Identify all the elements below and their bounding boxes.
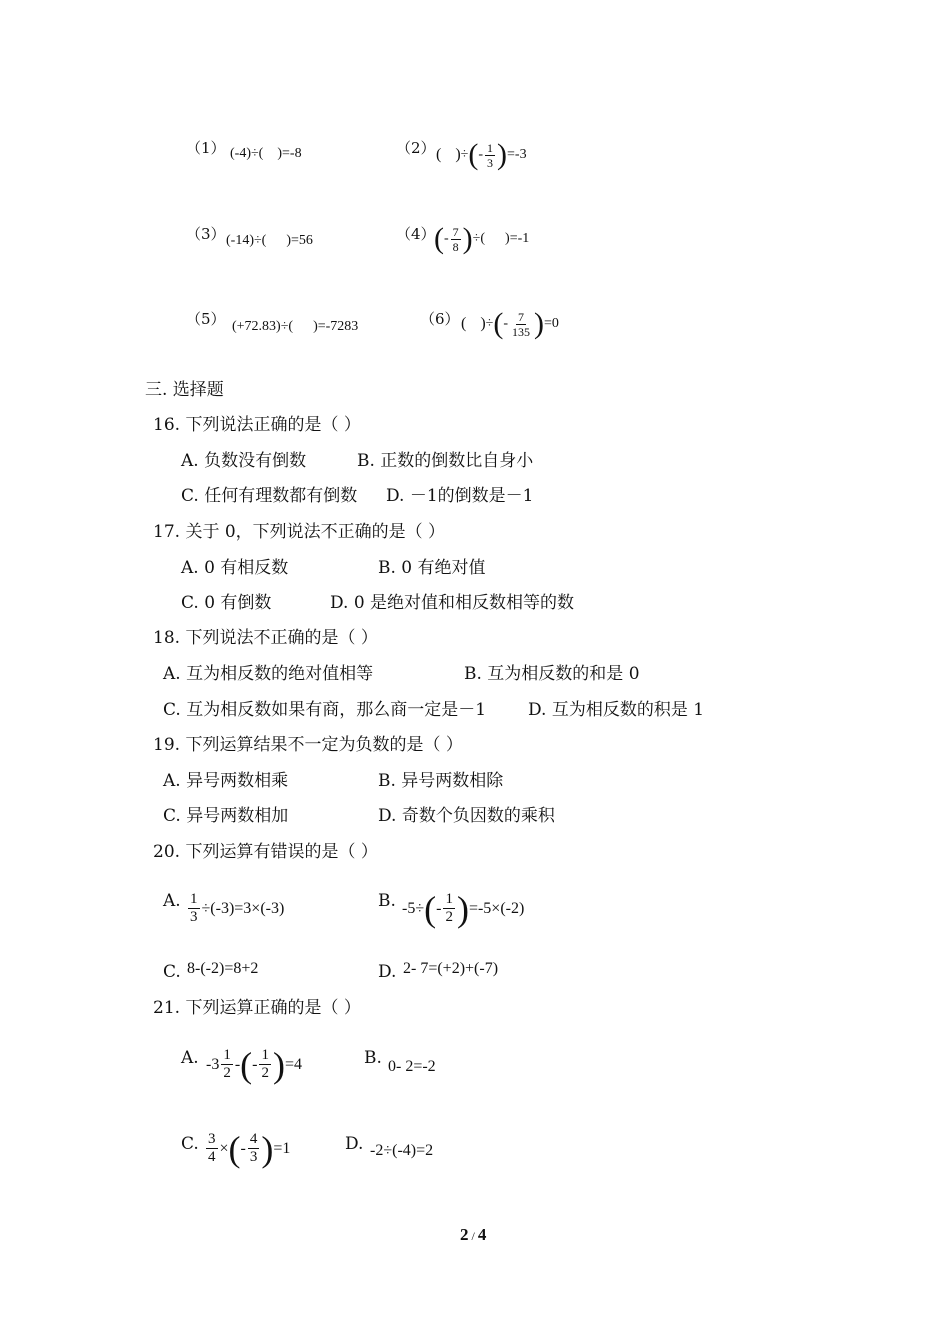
- question-21-option-a: A.: [181, 1048, 199, 1068]
- question-18-option-c: C. 互为相反数如果有商，那么商一定是－1: [163, 700, 487, 720]
- question-19-option-a: A. 异号两数相乘: [163, 771, 289, 791]
- blank-expr-3: (‑14)÷( )=56: [226, 233, 313, 248]
- question-18-option-b: B. 互为相反数的和是 0: [464, 664, 640, 684]
- question-21-option-b: B.: [364, 1048, 382, 1068]
- question-20-formula-a: $\frac{1}{3}$ ÷(‑3)=3×(‑3): [190, 891, 285, 925]
- blank-label-5: （5）: [186, 310, 226, 328]
- question-21-formula-b: 0‑ 2=‑2: [388, 1058, 436, 1075]
- question-16-option-a: A. 负数没有倒数: [181, 451, 307, 471]
- blank-label-1: （1）: [186, 139, 226, 157]
- question-17-stem: 17. 关于 0，下列说法不正确的是（ ）: [153, 522, 446, 542]
- question-16-option-d: D. －1的倒数是－1: [386, 486, 534, 506]
- question-17-option-d: D. 0 是绝对值和相反数相等的数: [330, 593, 575, 613]
- blank-expr-4: ( ‑ $\frac{7}{8}$ ) ÷( )=‑1: [434, 222, 530, 255]
- blank-label-3: （3）: [186, 225, 226, 243]
- question-18-stem: 18. 下列说法不正确的是（ ）: [153, 628, 378, 648]
- question-17-option-c: C. 0 有倒数: [181, 593, 272, 613]
- section-title: 三. 选择题: [145, 380, 224, 400]
- blank-expr-6: ( ) ÷ ( ‑ $\frac{7}{135}$ ) =0: [461, 307, 559, 340]
- question-19-option-c: C. 异号两数相加: [163, 806, 289, 826]
- question-17-option-a: A. 0 有相反数: [181, 558, 289, 578]
- blank-expr-5: (+72.83)÷( )=‑7283: [232, 319, 359, 334]
- question-16-stem: 16. 下列说法正确的是（ ）: [153, 415, 361, 435]
- question-19-stem: 19. 下列运算结果不一定为负数的是（ ）: [153, 735, 463, 755]
- question-20-formula-c: 8‑(‑2)=8+2: [187, 960, 259, 977]
- question-20-option-c: C.: [163, 962, 181, 982]
- question-17-option-b: B. 0 有绝对值: [378, 558, 486, 578]
- blank-label-4: （4）: [396, 225, 436, 243]
- question-21-formula-a: ‑3 $\frac{1}{2}$ ‑ ( ‑ $\frac{1}{2}$ ) =4: [206, 1044, 303, 1085]
- page-separator: /: [471, 1229, 475, 1243]
- page-number: [460, 1225, 486, 1245]
- question-20-option-a: A.: [163, 891, 181, 911]
- question-21-option-c: C.: [181, 1134, 199, 1154]
- question-19-option-b: B. 异号两数相除: [378, 771, 504, 791]
- blank-label-2: （2）: [396, 139, 436, 157]
- question-16-option-c: C. 任何有理数都有倒数: [181, 486, 358, 506]
- question-21-formula-d: ‑2÷(‑4)=2: [370, 1142, 434, 1159]
- question-21-formula-c: $\frac{3}{4}$ × ( ‑ $\frac{4}{3}$ ) =1: [208, 1128, 291, 1169]
- question-19-option-d: D. 奇数个负因数的乘积: [378, 806, 555, 826]
- question-18-option-d: D. 互为相反数的积是 1: [528, 700, 705, 720]
- blank-expr-2: ( ) ÷ ( ‑ $\frac{1}{3}$ ) =‑3: [436, 138, 527, 171]
- question-18-option-a: A. 互为相反数的绝对值相等: [163, 664, 374, 684]
- page-current: 2: [460, 1225, 469, 1244]
- question-20-stem: 20. 下列运算有错误的是（ ）: [153, 842, 378, 862]
- question-20-formula-b: ‑5÷ ( ‑ $\frac{1}{2}$ ) =‑5×(‑2): [402, 888, 525, 929]
- blank-label-6: （6）: [420, 310, 460, 328]
- question-21-stem: 21. 下列运算正确的是（ ）: [153, 998, 361, 1018]
- question-21-option-d: D.: [345, 1134, 364, 1154]
- question-16-option-b: B. 正数的倒数比自身小: [357, 451, 534, 471]
- page-total: 4: [477, 1225, 487, 1244]
- question-20-formula-d: 2‑ 7=(+2)+(‑7): [403, 960, 499, 977]
- blank-expr-1: (‑4)÷( )=‑8: [230, 146, 302, 161]
- question-20-option-b: B.: [378, 891, 396, 911]
- question-20-option-d: D.: [378, 962, 397, 982]
